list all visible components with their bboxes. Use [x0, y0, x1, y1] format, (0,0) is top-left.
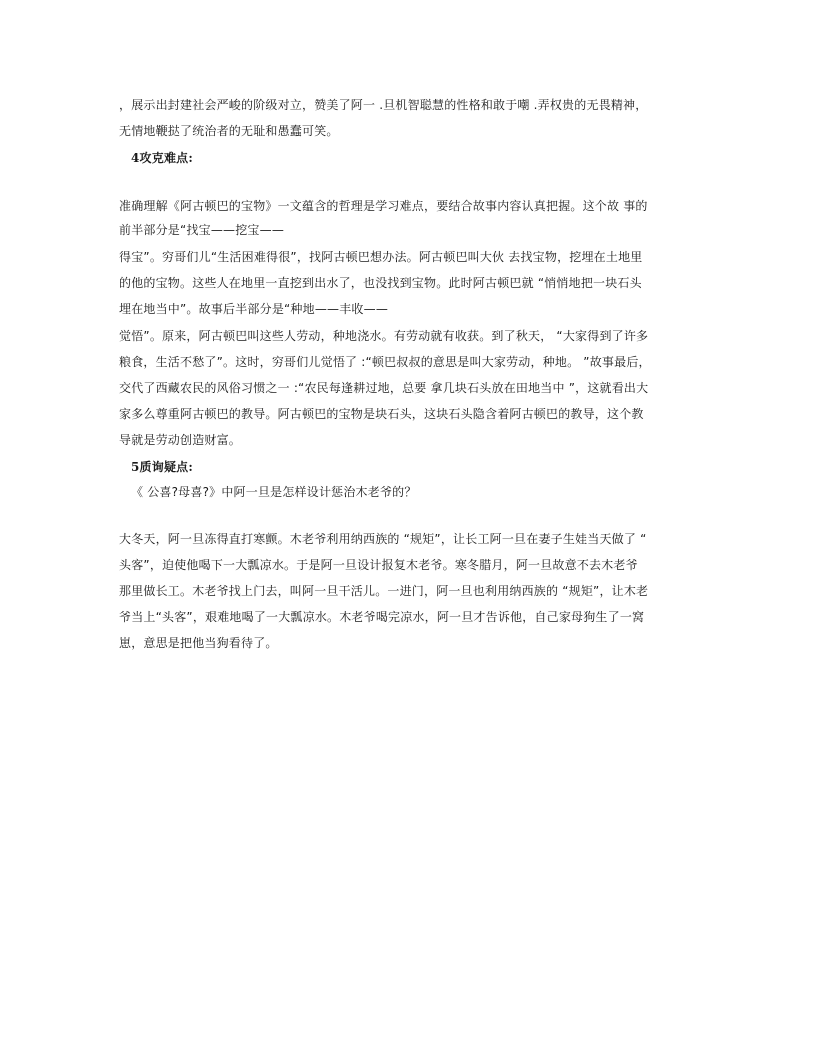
- paragraph-3-line-2: 头客”，迫使他喝下一大瓢凉水。于是阿一旦设计报复木老爷。寒冬腊月，阿一旦故意不去木老爷: [119, 558, 638, 572]
- paragraph-2-line-9: 家多么尊重阿古顿巴的教导。阿古顿巴的宝物是块石头，这块石头隐含着阿古顿巴的教导，这个教: [119, 407, 644, 421]
- question-line: 《 公喜?母喜?》中阿一旦是怎样设计惩治木老爷的？: [131, 485, 417, 499]
- paragraph-3-line-4: 爷当上“头客”，艰难地喝了一大瓢凉水。木老爷喝完凉水，阿一旦才告诉他，自己家母狗生了一窝: [119, 610, 645, 624]
- paragraph-2-line-10: 导就是劳动创造财富。: [119, 433, 242, 447]
- paragraph-2-line-6: 觉悟”。原来，阿古顿巴叫这些人劳动，种地浇水。有劳动就有收获。到了秋天， “大家得到了许多: [119, 329, 649, 343]
- paragraph-2-line-8: 交代了西藏农民的风俗习惯之一 :“农民每逢耕过地，总要 拿几块石头放在田地当中 ”，这就看出大: [119, 381, 649, 395]
- paragraph-2-line-7: 粮食，生活不愁了”。这时，穷哥们儿觉悟了 :“顿巴叔叔的意思是叫大家劳动，种地。 ”故事最后，: [119, 355, 651, 369]
- section-heading-5: 5质询疑点:: [131, 460, 193, 474]
- paragraph-2-line-5: 埋在地当中”。故事后半部分是“种地——丰收——: [119, 302, 389, 316]
- paragraph-3-line-1: 大冬天，阿一旦冻得直打寒颤。木老爷利用纳西族的 “规矩”，让长工阿一旦在妻子生娃当天做了 “: [119, 532, 647, 546]
- paragraph-2-line-4: 的他的宝物。这些人在地里一直挖到出水了，也没找到宝物。此时阿古顿巴就 “悄悄地把一块石头: [119, 276, 642, 290]
- paragraph-2-line-2: 前半部分是“找宝——挖宝——: [119, 223, 285, 237]
- section-heading-4: 4攻克难点:: [131, 151, 193, 165]
- paragraph-1-line-1: ，展示出封建社会严峻的阶级对立，赞美了阿一 .旦机智聪慧的性格和敢于嘲 .弄权贵的无畏精神，: [119, 98, 648, 112]
- paragraph-1-line-2: 无情地鞭挞了统治者的无耻和愚蠢可笑。: [119, 124, 339, 138]
- paragraph-2-line-1: 准确理解《阿古顿巴的宝物》一文蕴含的哲理是学习难点，要结合故事内容认真把握。这个故 事的: [119, 199, 648, 213]
- paragraph-2-line-3: 得宝”。穷哥们儿“生活困难得很”，找阿古顿巴想办法。阿古顿巴叫大伙 去找宝物，挖埋在土地里: [119, 250, 643, 264]
- paragraph-3-line-3: 那里做长工。木老爷找上门去，叫阿一旦干活儿。一进门，阿一旦也利用纳西族的 “规矩”，让木老: [119, 584, 649, 598]
- paragraph-3-line-5: 崽，意思是把他当狗看待了。: [119, 636, 278, 650]
